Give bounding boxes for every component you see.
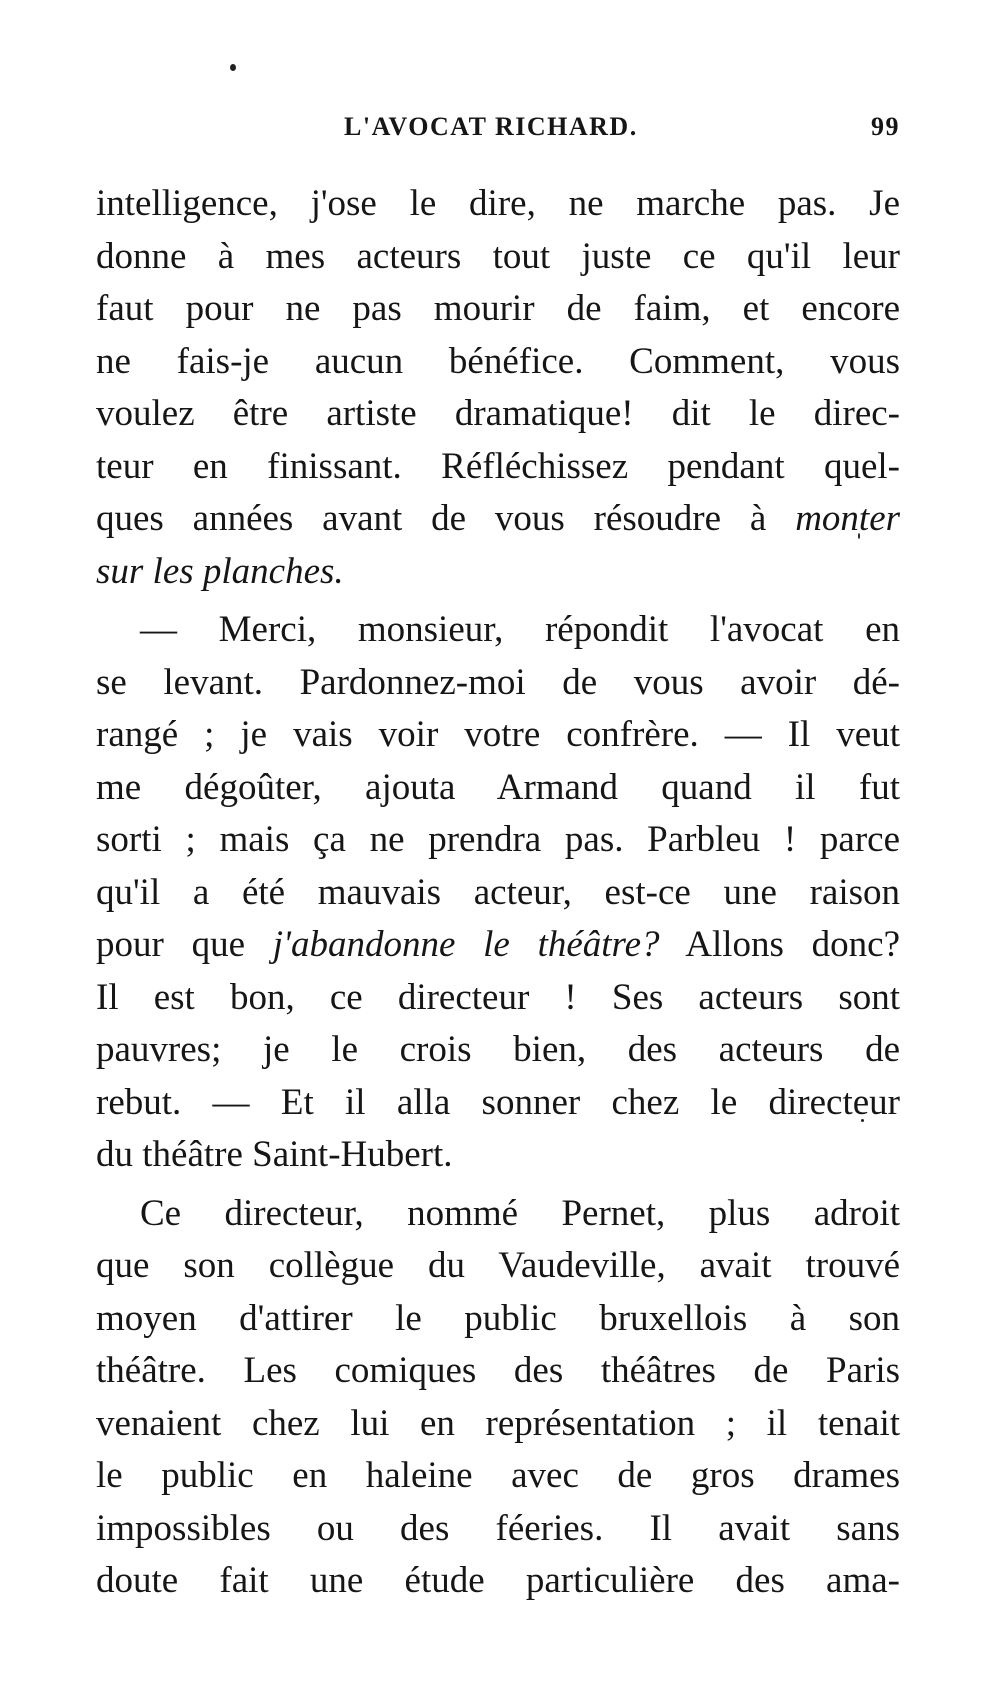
text-line: intelligence, j'ose le dire, ne marche pas. Je xyxy=(96,183,900,224)
text-line: doute fait une étude particulière des ama- xyxy=(96,1560,900,1601)
italic-phrase: sur les planches. xyxy=(96,550,344,592)
text-line: — Merci, monsieur, répondit l'avocat en xyxy=(140,609,900,650)
running-head xyxy=(96,112,900,152)
italic-phrase: monter xyxy=(795,498,901,539)
text-line: rebut. — Et il alla sonner chez le directeur xyxy=(96,1081,900,1123)
text-line: venaient chez lui en représentation ; il tenait xyxy=(96,1402,900,1444)
text-line: voulez être artiste dramatique! dit le direc- xyxy=(96,393,900,434)
text-line: impossibles ou des féeries. Il avait sans xyxy=(96,1507,900,1549)
text-line: Il est bon, ce directeur ! Ses acteurs sont xyxy=(96,976,900,1018)
text-line: donne à mes acteurs tout juste ce qu'il leur xyxy=(96,235,900,277)
text-segment: Allons donc? xyxy=(685,924,900,965)
text-line: théâtre. Les comiques des théâtres de Paris xyxy=(96,1350,900,1391)
text-line: me dégoûter, ajouta Armand quand il fut xyxy=(96,766,900,808)
text-line: du théâtre Saint-Hubert. xyxy=(96,1134,453,1175)
running-title: L'AVOCAT RICHARD. xyxy=(344,112,638,141)
text-line: le public en haleine avec de gros drames xyxy=(96,1455,900,1496)
page-number: 99 xyxy=(871,112,900,141)
body-text xyxy=(96,178,900,1608)
text-line: pauvres; je le crois bien, des acteurs de xyxy=(96,1029,900,1070)
text-line: que son collègue du Vaudeville, avait trouvé xyxy=(96,1245,900,1286)
text-line: ne fais-je aucun bénéfice. Comment, vous xyxy=(96,340,900,382)
text-line: se levant. Pardonnez-moi de vous avoir dé- xyxy=(96,661,900,703)
text-line xyxy=(96,919,900,972)
text-line: rangé ; je vais voir votre confrère. — Il veut xyxy=(96,714,900,755)
text-segment: ques années avant de vous résoudre à xyxy=(96,498,767,539)
text-line: faut pour ne pas mourir de faim, et encore xyxy=(96,288,900,329)
text-segment: pour que xyxy=(96,924,245,965)
text-line: qu'il a été mauvais acteur, est-ce une raison xyxy=(96,871,900,913)
text-line xyxy=(96,546,900,599)
text-line: moyen d'attirer le public bruxellois à son xyxy=(96,1297,900,1339)
ink-speck xyxy=(230,64,236,71)
text-line xyxy=(96,493,900,546)
text-line: Ce directeur, nommé Pernet, plus adroit xyxy=(140,1192,900,1234)
italic-phrase: j'abandonne le théâtre? xyxy=(272,924,660,965)
text-line: sorti ; mais ça ne prendra pas. Parbleu ! parce xyxy=(96,819,900,860)
text-line: teur en finissant. Réfléchissez pendant quel- xyxy=(96,445,900,487)
